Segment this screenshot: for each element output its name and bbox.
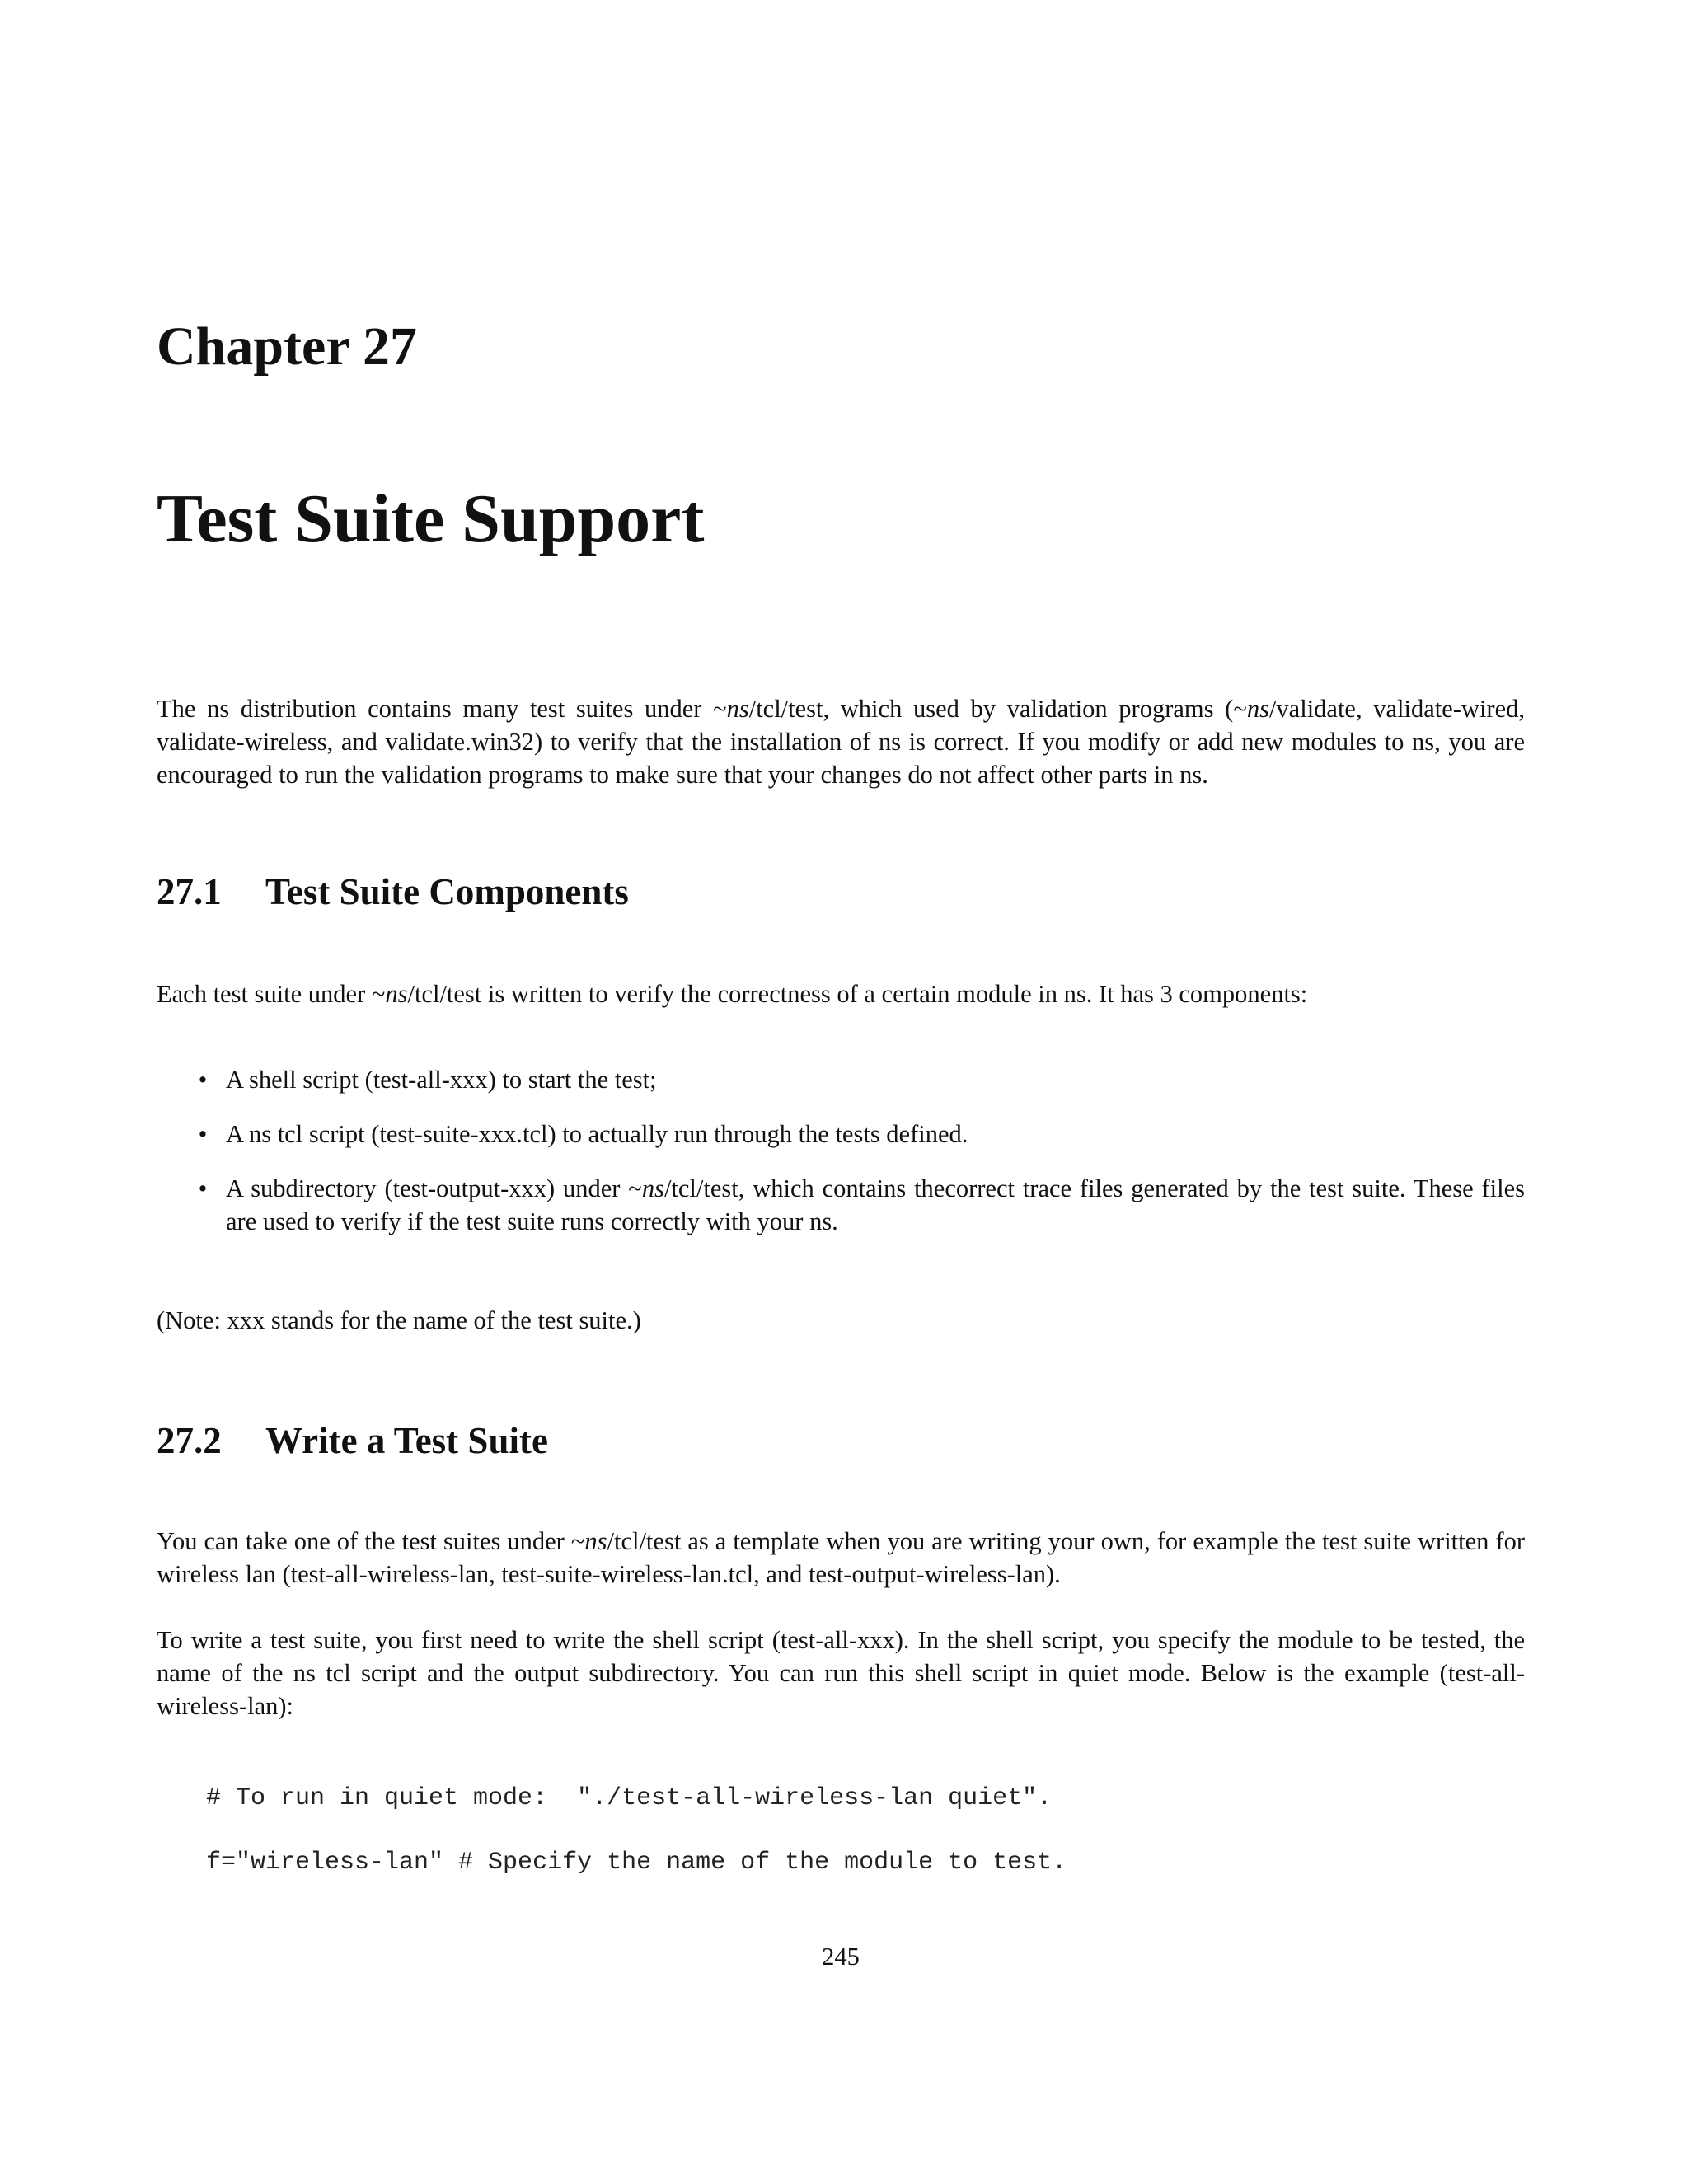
- template-paragraph: [157, 1525, 1525, 1591]
- list-item: [157, 1118, 1525, 1151]
- section-title: Test Suite Components: [265, 871, 629, 912]
- intro-text-2: /tcl/test, which used by validation programs (~: [748, 695, 1247, 723]
- section-number: 27.1: [157, 871, 222, 912]
- components-list: [157, 1063, 1525, 1259]
- intro-italic-ns-1: ns: [726, 695, 749, 723]
- list-item: [157, 1063, 1525, 1096]
- bullet-icon: •: [198, 1174, 208, 1202]
- template-text-1: You can take one of the test suites under ~: [157, 1527, 585, 1555]
- shell-script-paragraph: To write a test suite, you first need to write the shell script (test-all-xxx). In the shell script, you specify the module to be tested, the name of the ns tcl script and the output subdirectory. You can run this shell script in quiet mode. Below is the example (test-all-wireless-lan):: [157, 1626, 1525, 1720]
- section-heading-27-2: [157, 1422, 548, 1460]
- section-heading-27-1: [157, 871, 629, 912]
- intro-text-1: The ns distribution contains many test suites under ~: [157, 695, 727, 723]
- section-title: Write a Test Suite: [265, 1420, 548, 1461]
- code-line-1: # To run in quiet mode: "./test-all-wireless-lan quiet".: [206, 1784, 1053, 1812]
- bullet-icon: •: [198, 1120, 208, 1148]
- code-line-2: f="wireless-lan" # Specify the name of the module to test.: [206, 1849, 1067, 1877]
- components-intro-text-1: Each test suite under ~: [157, 980, 386, 1008]
- template-text-2: /tcl/test as a template when you are writing your own, for example the test suite written for wireless lan (test-all-wireless-lan, test-suite-wireless-lan.tcl, and test-output-wireless-lan).: [157, 1527, 1526, 1588]
- intro-italic-ns-2: ns: [1246, 695, 1269, 723]
- template-italic-ns: ns: [584, 1527, 607, 1555]
- page-number: 245: [822, 1943, 860, 1971]
- list-item-text: A ns tcl script (test-suite-xxx.tcl) to actually run through the tests defined.: [226, 1120, 968, 1148]
- section-number: 27.2: [157, 1420, 222, 1461]
- list-item: [157, 1172, 1525, 1238]
- list-item-text-2: /tcl/test, which contains thecorrect trace files generated by the test suite. These files are used to verify if the test suite runs correctly with your ns.: [226, 1174, 1525, 1235]
- list-item-italic-ns: ns: [641, 1174, 664, 1202]
- chapter-label: Chapter 27: [157, 316, 417, 377]
- bullet-icon: •: [198, 1066, 208, 1094]
- list-item-text: A shell script (test-all-xxx) to start the test;: [226, 1066, 657, 1094]
- components-intro-paragraph: [157, 977, 1525, 1010]
- intro-text-3: /validate, validate-wired, validate-wireless, and validate.win32) to verify that the installation of ns is correct. If you modify or add new modules to ns, you are encouraged to run the validation programs to make sure that your changes do not affect other parts in ns.: [157, 695, 1525, 789]
- components-intro-italic-ns: ns: [385, 980, 408, 1008]
- components-intro-text-2: /tcl/test is written to verify the correctness of a certain module in ns. It has 3 components:: [407, 980, 1308, 1008]
- intro-paragraph: [157, 692, 1525, 791]
- chapter-title: Test Suite Support: [157, 480, 705, 557]
- note-paragraph: (Note: xxx stands for the name of the test suite.): [157, 1306, 641, 1334]
- list-item-text-1: A subdirectory (test-output-xxx) under ~: [226, 1174, 642, 1202]
- document-page: [157, 0, 1525, 2184]
